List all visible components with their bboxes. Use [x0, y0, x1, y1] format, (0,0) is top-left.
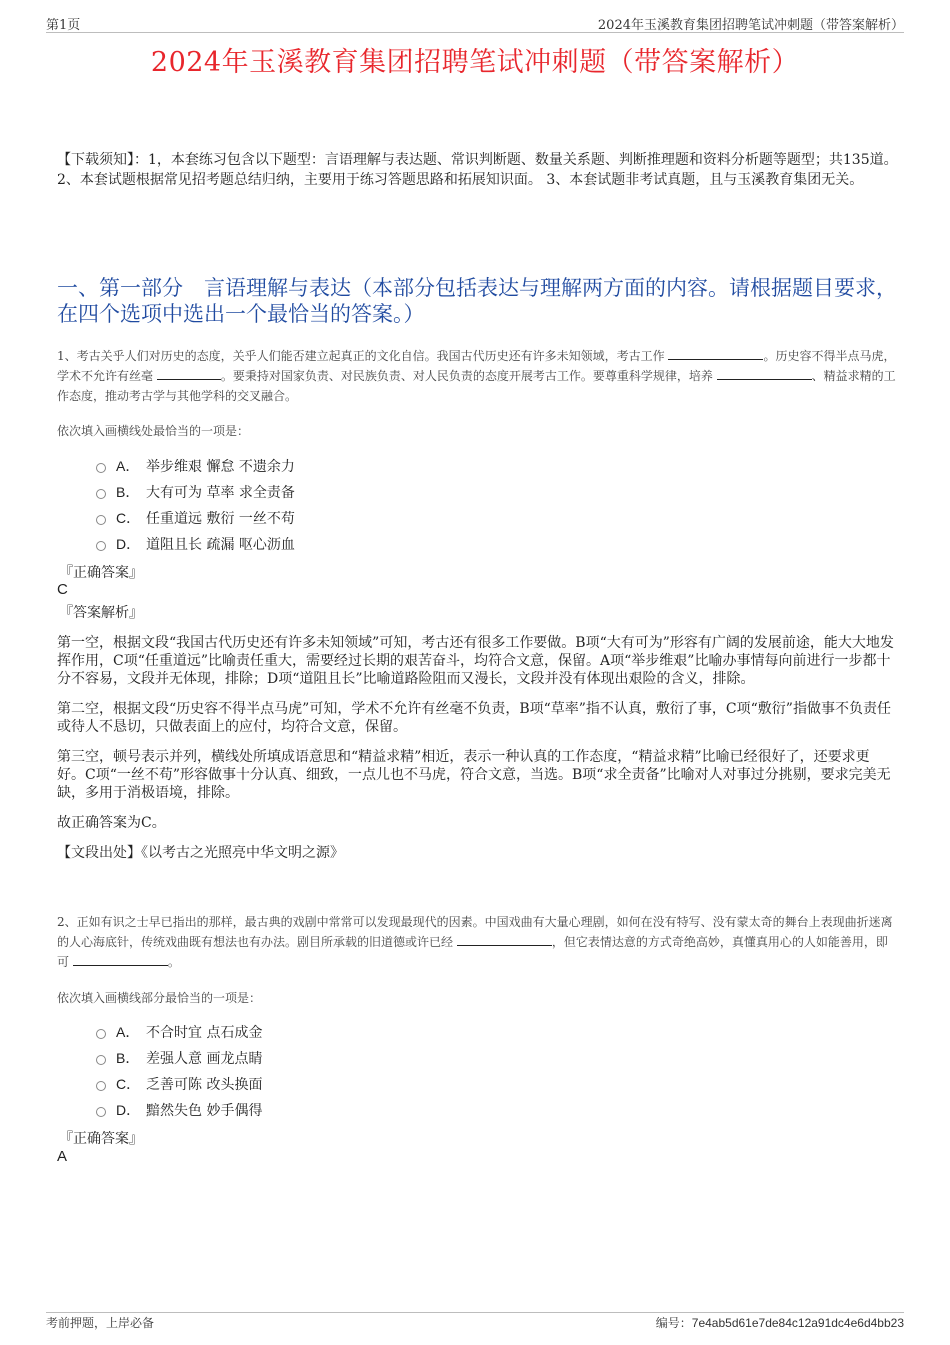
question-2-part-c: 。 — [167, 955, 180, 969]
question-1-part-d: 、精益求精的工作态度，推动考古学与其他学科的交叉融合。 — [57, 369, 896, 403]
analysis-label: 『答案解析』 — [59, 605, 143, 621]
question-1-part-c: 。要秉持对国家负责、对民族负责、对人民负责的态度开展考古工作。要尊重科学规律，培养 — [220, 369, 717, 383]
radio-icon[interactable] — [96, 463, 106, 473]
blank-line — [157, 367, 221, 380]
option-c[interactable] — [96, 1071, 262, 1097]
correct-answer-label: 『正确答案』 — [59, 565, 143, 581]
question-2-options — [96, 1019, 262, 1123]
question-2-part-a: 2、正如有识之士早已指出的那样，最古典的戏剧中常常可以发现最现代的因素。中国戏曲有大量心理剧，如何在没有特写、没有蒙太奇的舞台上表现曲折迷离的人心海底针，传统戏曲既有想法也有办法。剧目所承载的旧道德或许已经 — [57, 915, 893, 949]
footer-serial — [656, 1314, 904, 1331]
option-d[interactable] — [96, 531, 295, 557]
analysis-paragraph: 第二空，根据文段“历史容不得半点马虎”可知，学术不允许有丝毫不负责，B项“草率”指不认真，敷衍了事，C项“敷衍”指做事不负责任或待人不恳切，只做表面上的应付，均符合文意，保留。 — [57, 701, 891, 735]
footer-divider — [46, 1312, 904, 1313]
radio-icon[interactable] — [96, 541, 106, 551]
question-2-text — [57, 912, 897, 972]
option-letter: C． — [116, 510, 141, 526]
option-letter: B． — [116, 484, 140, 500]
question-1-part-a: 1、考古关乎人们对历史的态度，关乎人们能否建立起真正的文化自信。我国古代历史还有许多未知领域，考古工作 — [57, 349, 669, 363]
option-b[interactable] — [96, 1045, 262, 1071]
serial-label: 编号： — [655, 1316, 692, 1330]
radio-icon[interactable] — [96, 1029, 106, 1039]
analysis-paragraph: 第一空，根据文段“我国古代历史还有许多未知领域”可知，考古还有很多工作要做。B项“大有可为”形容有广阔的发展前途，能大大地发挥作用，C项“任重道远”比喻责任重大，需要经过长期的艰苦奋斗，均符合文意，保留。A项“举步维艰”比喻办事情每向前进行一步都十分不容易，文段并无体现，排除；D项“道阻且长”比喻道路险阻而又漫长，文段并没有体现出艰险的含义，排除。 — [57, 635, 894, 687]
radio-icon[interactable] — [96, 1107, 106, 1117]
option-a[interactable] — [96, 1019, 262, 1045]
option-text: 道阻且长 疏漏 呕心沥血 — [146, 537, 295, 553]
question-1-options — [96, 453, 295, 557]
option-letter: D． — [116, 1102, 141, 1118]
correct-answer-label: 『正确答案』 — [59, 1131, 143, 1147]
option-text: 乏善可陈 改头换面 — [146, 1077, 263, 1093]
source-citation: 【文段出处】《以考古之光照亮中华文明之源》 — [57, 845, 344, 861]
option-text: 黯然失色 妙手偶得 — [146, 1103, 263, 1119]
correct-answer-value: C — [57, 581, 68, 598]
header-doc-title: 2024年玉溪教育集团招聘笔试冲刺题（带答案解析） — [597, 18, 904, 33]
radio-icon[interactable] — [96, 489, 106, 499]
option-letter: A． — [116, 458, 140, 474]
option-letter: B． — [116, 1050, 140, 1066]
blank-line — [457, 933, 552, 946]
correct-answer-value: A — [57, 1148, 68, 1165]
option-text: 大有可为 草率 求全责备 — [146, 485, 295, 501]
option-b[interactable] — [96, 479, 295, 505]
analysis-conclusion: 故正确答案为C。 — [57, 815, 166, 831]
option-letter: A． — [116, 1024, 140, 1040]
option-c[interactable] — [96, 505, 295, 531]
blank-line — [717, 367, 812, 380]
radio-icon[interactable] — [96, 1081, 106, 1091]
blank-line — [668, 347, 763, 360]
option-letter: D． — [116, 536, 141, 552]
analysis-body — [57, 634, 895, 874]
serial-code: 7e4ab5d61e7de84c12a91dc4e6d4bb23 — [691, 1316, 904, 1330]
option-text: 举步维艰 懈怠 不遗余力 — [146, 459, 295, 475]
document-title: 2024年玉溪教育集团招聘笔试冲刺题（带答案解析） — [150, 47, 800, 78]
radio-icon[interactable] — [96, 515, 106, 525]
option-letter: C． — [116, 1076, 141, 1092]
radio-icon[interactable] — [96, 1055, 106, 1065]
page-header — [46, 14, 904, 33]
analysis-paragraph: 第三空，顿号表示并列，横线处所填成语意思和“精益求精”相近，表示一种认真的工作态度，“精益求精”比喻已经很好了，还要求更好。C项“一丝不苟”形容做事十分认真、细致，一点儿也不马虎，符合文意，当选。B项“求全责备”比喻对人对事过分挑剔，要求完美无缺，多用于消极语境，排除。 — [57, 749, 891, 801]
question-2-part-b: ，但它表情达意的方式奇绝高妙，真懂真用心的人如能善用，即可 — [57, 935, 888, 969]
section-title: 一、第一部分 言语理解与表达（本部分包括表达与理解两方面的内容。请根据题目要求，在四个选项中选出一个最恰当的答案。） — [57, 276, 897, 326]
option-d[interactable] — [96, 1097, 262, 1123]
footer-slogan: 考前押题，上岸必备 — [46, 1316, 155, 1330]
question-2-prompt: 依次填入画横线部分最恰当的一项是： — [57, 991, 262, 1005]
download-notice: 【下载须知】：1，本套练习包含以下题型：言语理解与表达题、常识判断题、数量关系题、判断推理题和资料分析题等题型；共135道。 2、本套试题根据常见招考题总结归纳，主要用于练习答题思路和拓展知识面。 3、本套试题非考试真题，且与玉溪教育集团无关。 — [57, 152, 898, 188]
question-1-part-b: 。历史容不得半点马虎，学术不允许有丝毫 — [57, 349, 896, 383]
blank-line — [73, 953, 168, 966]
question-1-text — [57, 346, 897, 406]
option-text: 不合时宜 点石成金 — [146, 1025, 263, 1041]
page-number: 第1页 — [46, 18, 81, 33]
option-text: 差强人意 画龙点睛 — [146, 1051, 263, 1067]
option-text: 任重道远 敷衍 一丝不苟 — [146, 511, 295, 527]
question-1-prompt: 依次填入画横线处最恰当的一项是： — [57, 424, 250, 438]
option-a[interactable] — [96, 453, 295, 479]
